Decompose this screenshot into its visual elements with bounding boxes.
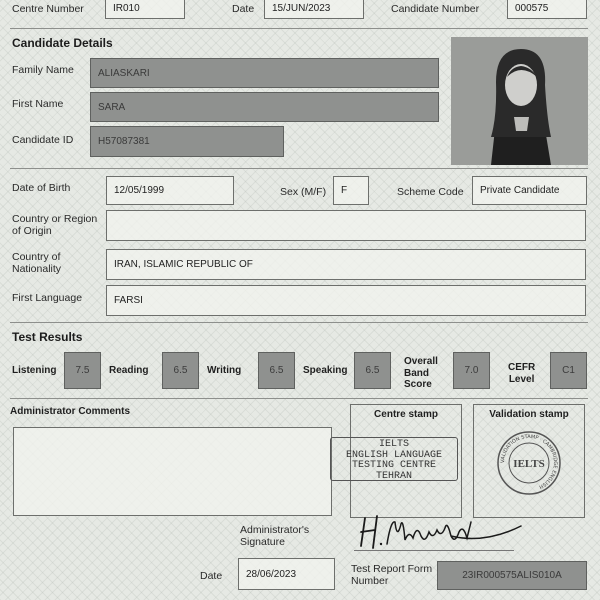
candidate-id-label: Candidate ID xyxy=(12,134,74,146)
cefr-level-score: C1 xyxy=(550,352,587,389)
centre-stamp xyxy=(330,437,458,481)
reading-score: 6.5 xyxy=(162,352,199,389)
date-label: Date xyxy=(232,3,255,15)
cefr-level-label xyxy=(508,362,535,385)
cefr-label-line: CEFR xyxy=(508,362,536,373)
candidate-number-field: 000575 xyxy=(507,0,587,19)
sex-label: Sex (M/F) xyxy=(280,186,327,198)
centre-number-field: IR010 xyxy=(105,0,185,19)
candidate-id-field: H57087381 xyxy=(90,126,284,157)
signature-label-line: Signature xyxy=(240,536,285,549)
speaking-score: 6.5 xyxy=(354,352,391,389)
nationality-label-line: Nationality xyxy=(12,263,62,276)
first-name-label: First Name xyxy=(12,98,64,110)
stamp-line: ENGLISH LANGUAGE xyxy=(345,449,442,461)
date-field: 15/JUN/2023 xyxy=(264,0,364,19)
family-name-label: Family Name xyxy=(12,64,74,76)
speaking-label: Speaking xyxy=(303,365,348,376)
test-results-title: Test Results xyxy=(12,330,83,344)
admin-comments-label: Administrator Comments xyxy=(10,406,131,417)
seal-ring-text: VALIDATION STAMP · CAMBRIDGE ENGLISH xyxy=(499,433,559,490)
origin-label-line: Country or Region xyxy=(12,213,98,225)
overall-label-line: Band xyxy=(404,367,429,379)
candidate-photo xyxy=(451,37,588,165)
writing-label: Writing xyxy=(207,365,242,376)
validation-stamp-label: Validation stamp xyxy=(489,409,569,420)
overall-band-score: 7.0 xyxy=(453,352,490,389)
trf-number-label xyxy=(351,563,432,587)
dob-label: Date of Birth xyxy=(12,182,71,194)
overall-label-line: Score xyxy=(404,379,432,390)
divider xyxy=(10,398,588,399)
listening-label: Listening xyxy=(12,365,57,376)
cefr-label-line: Level xyxy=(508,373,535,385)
admin-comments-field xyxy=(13,427,332,516)
divider xyxy=(10,28,588,29)
family-name-field: ALIASKARI xyxy=(90,58,439,88)
admin-date-label: Date xyxy=(200,570,223,582)
centre-stamp-label: Centre stamp xyxy=(374,409,438,420)
first-name-field: SARA xyxy=(90,92,439,122)
admin-date-field: 28/06/2023 xyxy=(238,558,335,590)
origin-label-line: of Origin xyxy=(12,225,52,238)
scheme-code-field: Private Candidate xyxy=(472,176,587,205)
first-language-field: FARSI xyxy=(106,285,586,316)
writing-score: 6.5 xyxy=(258,352,295,389)
divider xyxy=(10,168,588,169)
stamp-line: TESTING CENTRE xyxy=(351,460,436,471)
first-language-label: First Language xyxy=(12,292,83,304)
overall-band-label xyxy=(404,356,438,391)
trf-label-line: Number xyxy=(351,575,389,588)
listening-score: 7.5 xyxy=(64,352,101,389)
trf-number-field: 23IR000575ALIS010A xyxy=(437,561,587,590)
signature-label xyxy=(240,524,309,548)
scheme-code-label: Scheme Code xyxy=(397,186,464,198)
overall-label-line: Overall xyxy=(404,356,438,367)
seal-center-text: IELTS xyxy=(513,458,545,470)
nationality-label xyxy=(12,251,61,275)
dob-field: 12/05/1999 xyxy=(106,176,234,205)
candidate-details-title: Candidate Details xyxy=(12,36,113,50)
divider xyxy=(10,322,588,323)
administrator-signature xyxy=(355,510,525,552)
candidate-number-label: Candidate Number xyxy=(391,3,480,15)
trf-label-line: Test Report Form xyxy=(351,563,433,575)
origin-label xyxy=(12,213,97,237)
nationality-field: IRAN, ISLAMIC REPUBLIC OF xyxy=(106,249,586,280)
centre-number-label: Centre Number xyxy=(12,3,84,15)
origin-field xyxy=(106,210,586,241)
candidate-photo-image xyxy=(451,37,588,165)
sex-field: F xyxy=(333,176,369,205)
validation-seal xyxy=(496,430,562,496)
stamp-line: TEHRAN xyxy=(375,470,412,482)
signature-line xyxy=(354,550,514,551)
reading-label: Reading xyxy=(109,365,149,376)
nationality-label-line: Country of xyxy=(12,251,61,263)
stamp-line: IELTS xyxy=(378,439,409,450)
signature-label-line: Administrator's xyxy=(240,524,310,536)
